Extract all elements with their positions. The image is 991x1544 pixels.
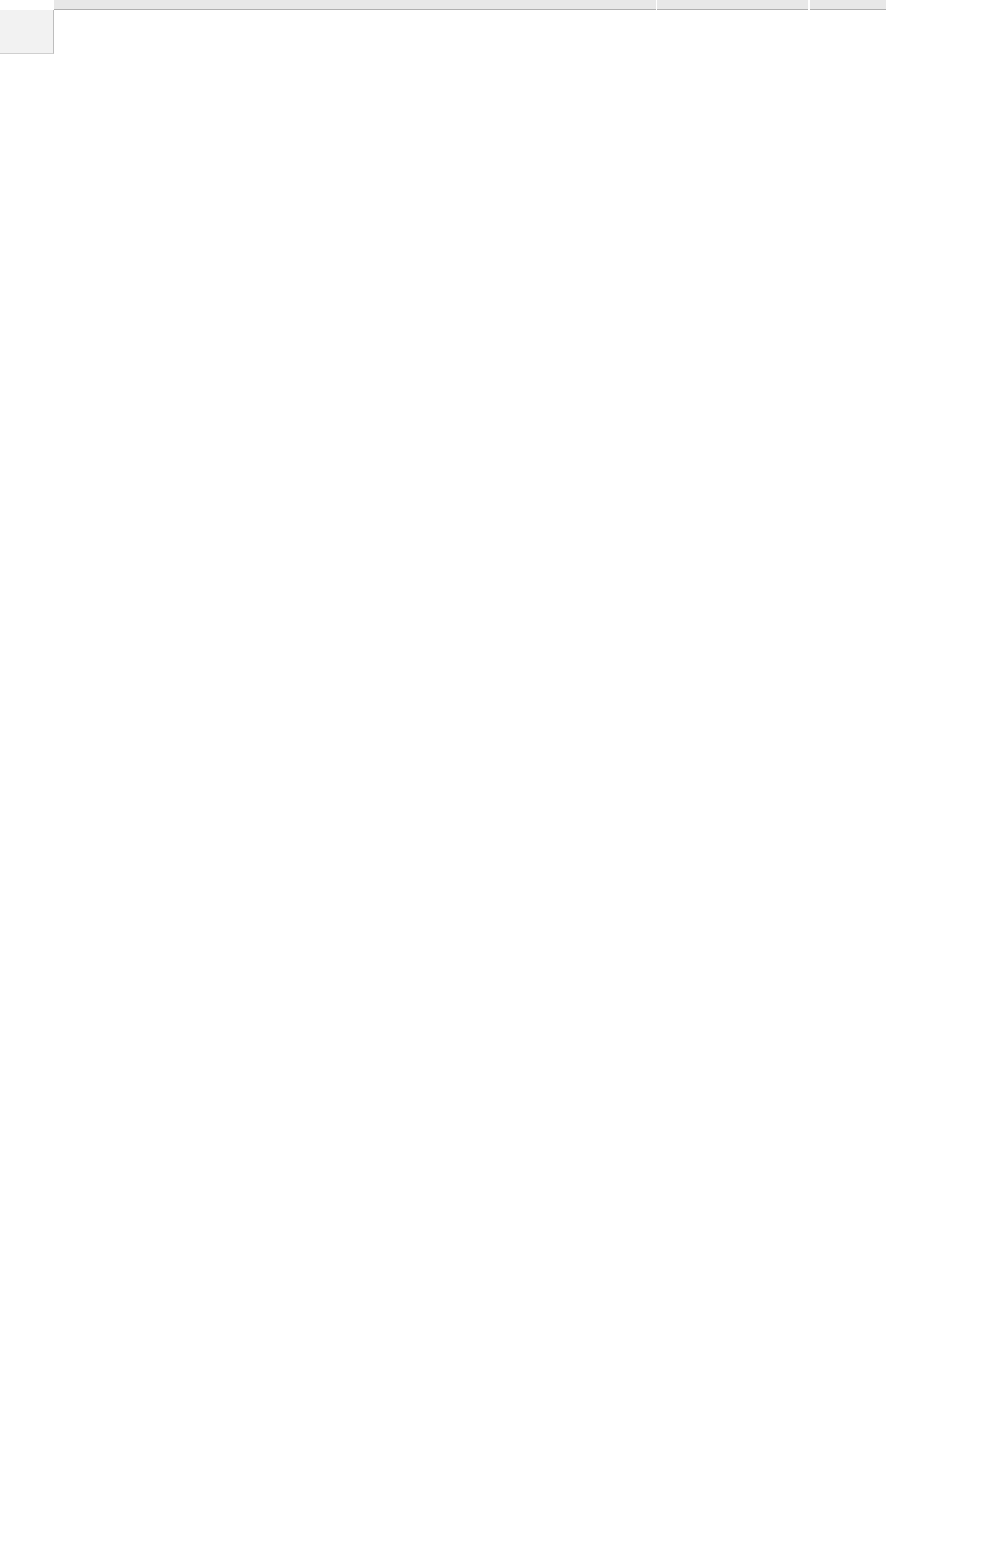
column-header[interactable]	[626, 0, 656, 10]
column-header[interactable]	[657, 0, 687, 10]
column-header[interactable]	[810, 0, 855, 10]
column-header[interactable]	[460, 0, 505, 10]
column-header[interactable]	[190, 0, 235, 10]
column-header[interactable]	[54, 0, 190, 10]
column-header[interactable]	[596, 0, 626, 10]
column-header[interactable]	[280, 0, 325, 10]
column-header[interactable]	[370, 0, 415, 10]
column-header[interactable]	[325, 0, 370, 10]
column-header[interactable]	[747, 0, 777, 10]
column-header[interactable]	[687, 0, 717, 10]
row-number[interactable]	[0, 10, 54, 54]
column-header[interactable]	[415, 0, 460, 10]
column-header[interactable]	[717, 0, 747, 10]
column-header[interactable]	[235, 0, 280, 10]
column-header[interactable]	[505, 0, 535, 10]
column-header[interactable]	[778, 0, 808, 10]
column-header[interactable]	[566, 0, 596, 10]
column-header[interactable]	[855, 0, 886, 10]
column-header[interactable]	[535, 0, 565, 10]
